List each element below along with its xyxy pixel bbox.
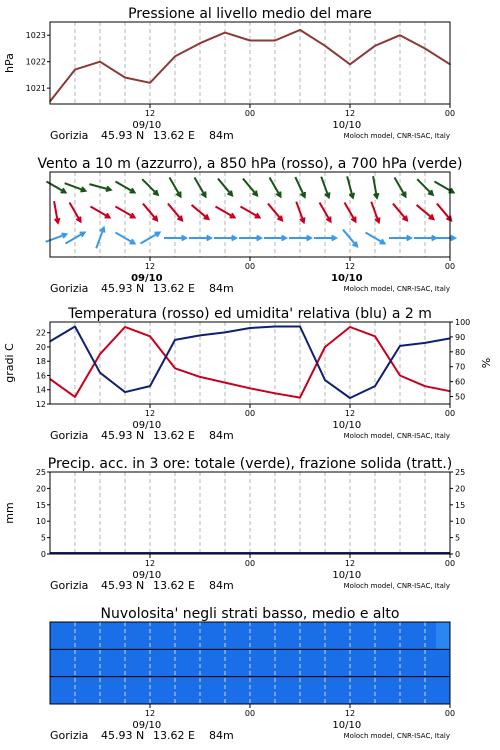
x-tick-label: 00 [244,709,256,718]
pressure-line-point [124,77,126,79]
cloud-cell-medio [275,649,300,676]
cloud-cell-alto [400,622,425,649]
pressure-line-point [349,64,351,66]
humidity-line-point [99,372,101,374]
pressure-line-point [324,45,326,47]
panel-title: Nuvolosita' negli strati basso, medio e alto [100,606,400,622]
cloud-cell-alto [375,622,400,649]
x-tick-label: 00 [444,109,456,118]
y2-tick-label: 15 [455,500,466,510]
y-axis-label: mm [3,502,16,524]
cloud-cell-medio [150,649,175,676]
pressure-line-point [374,45,376,47]
y2-tick-label: 10 [455,517,466,527]
cloud-cell-basso [50,677,75,704]
cloud-cell-basso [250,677,275,704]
x-date-label: 09/10 [131,273,163,284]
y-tick-label: 12 [35,400,46,409]
location-alt: 84m [209,729,234,742]
y2-tick-label: 5 [455,533,461,543]
cloud-cell-basso [175,677,200,704]
humidity-line-point [124,391,126,393]
cloud-cell-basso [400,677,425,704]
wind-barb-850hpa [345,202,356,221]
humidity-line-point [374,385,376,387]
x-tick-label: 12 [144,409,156,418]
pressure-line-point [399,34,401,36]
temperature-line-point [374,335,376,337]
y2-tick-label: 60 [455,377,466,387]
pressure-line-point [74,69,76,71]
cloud-cell-basso [425,677,450,704]
panel-precip [3,456,465,592]
barb-shaft [320,202,331,221]
humidity-line-point [149,385,151,387]
wind-barb-10m [365,233,384,244]
x-tick-label: 00 [444,709,456,718]
cloud-cell-edge [436,622,450,649]
x-tick-label: 00 [444,559,456,568]
cloud-cell-alto [125,622,150,649]
location-name: Gorizia [50,429,89,442]
y-tick-label: 22 [35,328,46,338]
wind-barb-10m [115,233,134,244]
x-tick-label: 00 [444,262,456,271]
cloud-cell-medio [300,649,325,676]
barb-shaft [115,233,134,244]
x-date-label: 09/10 [132,420,162,431]
y2-tick-label: 0 [455,550,461,559]
location-lat: 45.93 N [101,129,145,142]
barb-shaft [345,202,356,221]
temperature-line-point [74,396,76,398]
cloud-cell-alto [150,622,175,649]
x-date-label: 09/10 [132,720,162,731]
wind-barb-850hpa [320,202,331,221]
cloud-cell-basso [300,677,325,704]
location-lat: 45.93 N [101,282,145,295]
pressure-line-point [299,29,301,31]
barb-shaft [115,182,134,193]
y-tick-label: 1022 [25,57,46,67]
x-date-label: 10/10 [332,720,362,731]
cloud-cell-basso [375,677,400,704]
x-date-label: 09/10 [132,570,162,581]
wind-barb-10m [140,233,159,244]
cloud-cell-alto [75,622,100,649]
cloud-cell-alto [50,622,75,649]
x-tick-label: 00 [444,409,456,418]
pressure-line-point [174,56,176,58]
y-tick-label: 15 [35,500,46,510]
wind-barb-700hpa [46,182,65,193]
humidity-line-point [349,397,351,399]
model-credit: Moloch model, CNR-ISAC, Italy [343,132,450,140]
cloud-cell-alto [350,622,375,649]
humidity-line-point [174,339,176,341]
cloud-cell-medio [100,649,125,676]
pressure-line-point [199,42,201,44]
y-axis-label: gradi C [3,343,16,383]
wind-barb-850hpa [70,202,81,221]
location-lat: 45.93 N [101,729,145,742]
location-lon: 13.62 E [153,129,195,142]
cloud-cell-basso [350,677,375,704]
x-tick-label: 00 [244,409,256,418]
barb-shaft [65,233,84,244]
barb-shaft [140,233,159,244]
location-alt: 84m [209,579,234,592]
model-credit: Moloch model, CNR-ISAC, Italy [343,582,450,590]
humidity-line-point [199,335,201,337]
humidity-line-point [299,326,301,328]
cloud-cell-alto [175,622,200,649]
x-tick-label: 12 [144,709,156,718]
x-tick-label: 12 [144,109,156,118]
x-date-label: 10/10 [331,273,363,284]
cloud-cell-basso [100,677,125,704]
panel-title: Temperatura (rosso) ed umidita' relativa (blu) a 2 m [68,306,432,322]
y2-tick-label: 25 [455,468,466,477]
y-axis-label: hPa [3,53,16,73]
x-date-label: 10/10 [332,420,362,431]
temperature-line-point [274,393,276,395]
location-name: Gorizia [50,129,89,142]
temperature-line-point [224,382,226,384]
location-lat: 45.93 N [101,429,145,442]
cloud-cell-medio [325,649,350,676]
cloud-cell-basso [275,677,300,704]
cloud-cell-alto [200,622,225,649]
cloud-cell-medio [375,649,400,676]
y-tick-label: 10 [35,517,46,527]
y-tick-label: 14 [35,385,46,395]
temperature-line-point [299,397,301,399]
panel-wind [37,156,462,295]
x-date-label: 10/10 [332,120,362,131]
wind-barb-10m [433,236,455,241]
cloud-cell-basso [125,677,150,704]
wind-barb-700hpa [115,182,134,193]
panel-title: Vento a 10 m (azzurro), a 850 hPa (rosso), a 700 hPa (verde) [37,156,463,172]
location-alt: 84m [209,429,234,442]
location-lon: 13.62 E [153,729,195,742]
cloud-cell-alto [300,622,325,649]
cloud-cell-medio [425,649,450,676]
location-name: Gorizia [50,729,89,742]
temperature-line-point [349,326,351,328]
y-tick-label: 16 [35,371,46,381]
temperature-line-point [199,376,201,378]
location-lat: 45.93 N [101,579,145,592]
cloud-cell-medio [250,649,275,676]
pressure-line-point [274,40,276,42]
cloud-cell-basso [225,677,250,704]
barb-shaft [437,204,451,221]
x-tick-label: 00 [244,109,256,118]
y-tick-label: 20 [35,342,46,352]
y-tick-label: 18 [35,357,46,367]
humidity-line-point [249,327,251,329]
x-tick-label: 12 [344,262,356,271]
location-lon: 13.62 E [153,429,195,442]
plot-frame [50,472,450,554]
temperature-line-point [399,375,401,377]
humidity-line-point [74,326,76,328]
cloud-cell-medio [175,649,200,676]
panel-title: Pressione al livello medio del mare [128,6,372,22]
barb-shaft [46,182,65,193]
model-credit: Moloch model, CNR-ISAC, Italy [343,285,450,293]
location-alt: 84m [209,129,234,142]
y2-tick-label: 80 [455,347,466,357]
x-tick-label: 00 [244,262,256,271]
cloud-cell-alto [275,622,300,649]
barb-shaft [70,202,81,221]
cloud-cell-medio [225,649,250,676]
humidity-line-point [224,332,226,334]
pressure-line-point [249,40,251,42]
cloud-cell-basso [150,677,175,704]
wind-barb-850hpa [296,202,304,223]
temperature-line-point [324,346,326,348]
x-tick-label: 12 [344,709,356,718]
model-credit: Moloch model, CNR-ISAC, Italy [343,732,450,740]
y2-tick-label: 90 [455,332,466,342]
x-tick-label: 12 [144,559,156,568]
x-tick-label: 12 [344,409,356,418]
y-tick-label: 25 [35,468,46,477]
pressure-line-point [149,82,151,84]
wind-barb-10m [46,233,67,241]
x-date-label: 09/10 [132,120,162,131]
y-tick-label: 0 [40,550,46,559]
model-credit: Moloch model, CNR-ISAC, Italy [343,432,450,440]
wind-barb-700hpa [373,176,378,198]
x-tick-label: 12 [344,559,356,568]
temperature-line-point [124,326,126,328]
cloud-cell-medio [350,649,375,676]
temperature-line-point [149,335,151,337]
y2-tick-label: 70 [455,362,466,372]
wind-barb-10m [65,233,84,244]
wind-barb-850hpa [437,204,451,221]
y2-tick-label: 50 [455,392,466,402]
pressure-line-point [99,61,101,63]
cloud-cell-basso [200,677,225,704]
y-tick-label: 5 [40,533,46,543]
humidity-line-point [399,345,401,347]
y-tick-label: 1021 [25,84,46,94]
y-tick-label: 20 [35,484,46,494]
humidity-line-point [424,342,426,344]
humidity-line-point [324,379,326,381]
barb-shaft [434,182,453,193]
cloud-cell-alto [100,622,125,649]
x-tick-label: 12 [344,109,356,118]
wind-barb-700hpa [347,176,354,197]
panel-pressure [3,6,455,142]
panel-clouds [50,606,455,742]
x-date-label: 10/10 [332,570,362,581]
panel-title: Precip. acc. in 3 ore: totale (verde), frazione solida (tratt.) [47,456,453,472]
wind-barb-850hpa [54,201,59,223]
location-name: Gorizia [50,579,89,592]
wind-barb-700hpa [65,183,86,191]
location-alt: 84m [209,282,234,295]
panel-temperature [3,306,493,442]
temperature-line-point [174,368,176,370]
cloud-cell-alto [225,622,250,649]
cloud-cell-medio [75,649,100,676]
cloud-cell-alto [325,622,350,649]
location-name: Gorizia [50,282,89,295]
humidity-line-point [274,326,276,328]
pressure-line-point [224,32,226,34]
y-tick-label: 1023 [25,31,46,41]
temperature-line-point [99,353,101,355]
cloud-cell-medio [50,649,75,676]
pressure-line-point [424,48,426,50]
cloud-cell-basso [75,677,100,704]
location-lon: 13.62 E [153,282,195,295]
cloud-cell-medio [125,649,150,676]
cloud-cell-medio [200,649,225,676]
cloud-cell-basso [325,677,350,704]
plot-frame [50,22,450,104]
barb-shaft [365,233,384,244]
cloud-cell-medio [400,649,425,676]
temperature-line-point [424,385,426,387]
y2-tick-label: 100 [455,318,471,327]
x-tick-label: 12 [144,262,156,271]
y2-tick-label: 20 [455,484,466,494]
location-lon: 13.62 E [153,579,195,592]
wind-barb-850hpa [371,202,379,223]
temperature-line-point [249,388,251,390]
wind-barb-700hpa [434,182,453,193]
x-tick-label: 00 [244,559,256,568]
y2-axis-label: % [480,357,493,369]
cloud-cell-alto [250,622,275,649]
